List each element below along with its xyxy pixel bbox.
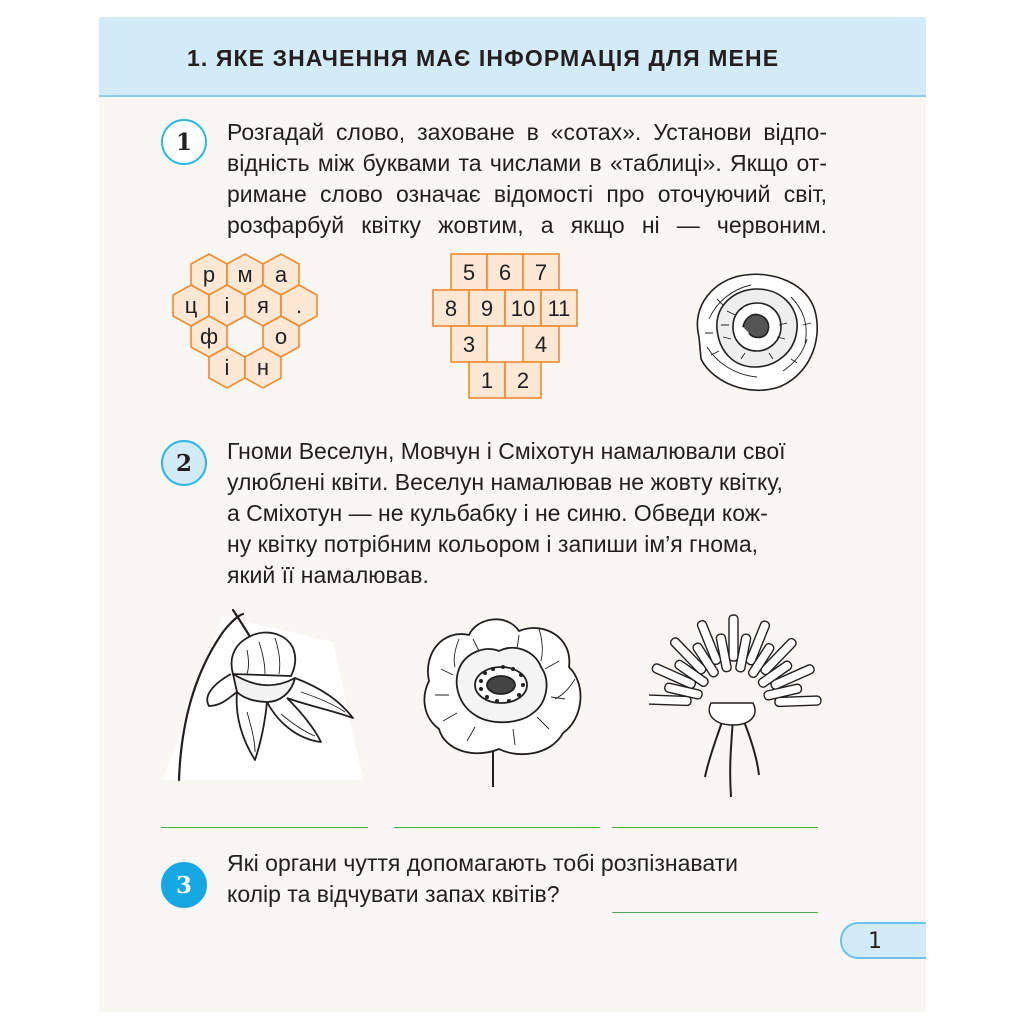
task-2-line: а Сміхотун — не кульбабку і не синю. Обведи кож-	[227, 500, 768, 526]
answer-line-poppy[interactable]	[394, 827, 600, 828]
task-2-number-badge	[161, 440, 207, 486]
task-2-text	[227, 436, 827, 591]
task-1-text	[227, 117, 827, 241]
task-1-line: римане слово означає відомості про оточуючий світ,	[227, 181, 827, 207]
table-cell: 7	[534, 260, 548, 285]
task-3-number: 3	[175, 871, 192, 899]
honeycomb-cell: о	[274, 324, 288, 349]
honeycomb-cell: м	[237, 262, 253, 287]
task-2-line: улюблені квіти. Веселун намалював не жовту квітку,	[227, 469, 783, 495]
honeycomb-cell: ц	[184, 293, 198, 318]
honeycomb-cell: н	[256, 355, 270, 380]
task-3-number-badge	[161, 862, 207, 908]
answer-line-bellflower[interactable]	[161, 827, 368, 828]
task-3-line: колір та відчувати запах квітів?	[227, 881, 560, 907]
honeycomb-cell: ф	[199, 324, 219, 349]
task-1-line: Розгадай слово, заховане в «сотах». Установи відпо-	[227, 119, 827, 145]
honeycomb-cell: і	[224, 355, 230, 380]
workbook-page	[99, 17, 926, 1012]
task-2-number: 2	[175, 449, 192, 477]
honeycomb-cell: і	[224, 293, 230, 318]
page-number: 1	[868, 929, 882, 954]
table-cell: 10	[510, 296, 536, 321]
table-cell: 3	[462, 332, 476, 357]
table-cell: 6	[498, 260, 512, 285]
task-2-line: ну квітку потрібним кольором і запиши ім’я гнома,	[227, 531, 758, 557]
table-cell: 9	[480, 296, 494, 321]
task-1-line: відність між буквами та числами в «таблиці». Якщо от-	[227, 150, 827, 176]
table-cell: 1	[480, 368, 494, 393]
table-cell: 5	[462, 260, 476, 285]
honeycomb-puzzle	[167, 249, 333, 405]
task-2-line: Гноми Веселун, Мовчун і Сміхотун намалювали свої	[227, 438, 786, 464]
table-cell: 2	[516, 368, 530, 393]
task-2-line: який її намалював.	[227, 562, 429, 588]
task-3-text	[227, 848, 827, 910]
poppy-icon	[419, 609, 589, 789]
answer-line-senses[interactable]	[612, 912, 818, 913]
table-cell: 4	[534, 332, 548, 357]
page-title: 1. ЯКЕ ЗНАЧЕННЯ МАЄ ІНФОРМАЦІЯ ДЛЯ МЕНЕ	[187, 45, 780, 71]
honeycomb-cell: а	[274, 262, 288, 287]
page-header	[99, 17, 926, 97]
dandelion-icon	[649, 607, 825, 797]
table-cell: 8	[444, 296, 458, 321]
rose-icon	[687, 267, 823, 397]
task-1-number: 1	[175, 128, 192, 156]
task-1-line: розфарбуй квітку жовтим, а якщо ні — червоним.	[227, 212, 827, 238]
honeycomb-cell: р	[202, 262, 216, 287]
task-3-line: Які органи чуття допомагають тобі розпізнавати	[227, 850, 738, 876]
page-number-tab	[840, 922, 926, 959]
honeycomb-cell: .	[295, 293, 303, 318]
task-1-number-badge	[161, 119, 207, 165]
answer-line-dandelion[interactable]	[612, 827, 818, 828]
bellflower-icon	[163, 602, 363, 782]
table-cell: 11	[547, 296, 571, 321]
number-table	[431, 252, 581, 402]
honeycomb-cell: я	[257, 293, 269, 318]
